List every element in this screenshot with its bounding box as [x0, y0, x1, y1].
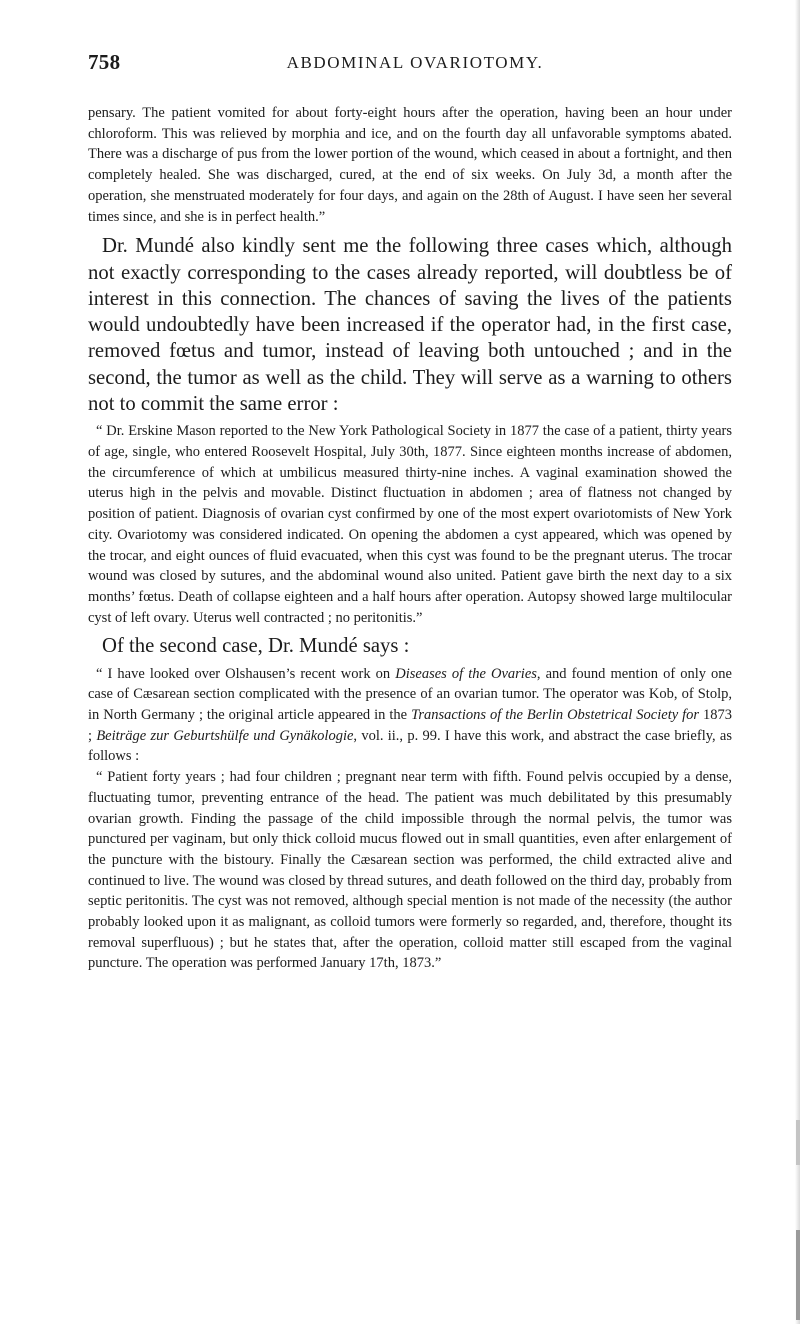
- paragraph-second-case-quote: [88, 664, 732, 768]
- paragraph-first-case-quote: “ Dr. Erskine Mason reported to the New York Pathological Society in 1877 the case of a patient, thirty years of age, single, who entered Roosevelt Hospital, July 30th, 1877. Since eighteen months increase of abdomen, the circumference of which at umbilicus measured thirty-nine inches. A vaginal examination showed the uterus high in the pelvis and movable. Distinct fluctuation in abdomen ; area of flatness not changed by position of patient. Diagnosis of ovarian cyst confirmed by one of the most expert ovariotomists of New York city. Ovariotomy was considered indicated. On opening the abdomen a cyst appeared, which was opened by the trocar, and eight ounces of fluid evacuated, when this cyst was found to be the pregnant uterus. The trocar wound was closed by sutures, and the abdominal wound also united. Patient gave birth the next day to a six months’ fœtus. Death of collapse eighteen and a half hours after operation. Autopsy showed large multilocular cyst of left ovary. Uterus well contracted ; no peritonitis.”: [88, 423, 732, 626]
- running-title: ABDOMINAL OVARIOTOMY.: [286, 53, 544, 72]
- paragraph-second-case-heading: Of the second case, Dr. Mundé says :: [102, 635, 410, 658]
- paragraph-case-continuation: pensary. The patient vomited for about forty-eight hours after the operation, having been an hour under chloroform. This was relieved by morphia and ice, and on the fourth day all unfavorable symptoms abated. There was a discharge of pus from the lower portion of the wound, which ceased in about a fortnight, and then completely healed. She was discharged, cured, at the end of six weeks. On July 3d, a month after the operation, she menstruated moderately for four days, and again on the 28th of August. I have seen her several times since, and she is in perfect health.”: [88, 105, 732, 225]
- page-number: 758: [88, 50, 121, 74]
- page-edge-mark: [796, 1120, 800, 1165]
- quote-text: , and found mention of only one case of Cæsarean section complicated with the presence of an ovarian tumor. The operator was Kob, of Stolp, in North Germany ; the original article appeared in the: [88, 665, 732, 724]
- journal-title-italic: Transactions of the Berlin Obstetrical Society for: [411, 707, 700, 724]
- quote-text: , vol. ii., p. 99. I have this work, and abstract the case briefly, as follows :: [88, 727, 733, 765]
- page: [88, 44, 732, 974]
- page-edge-mark: [796, 1230, 800, 1320]
- quote-text: “ I have looked over Olshausen’s recent work on: [96, 665, 396, 682]
- book-title-italic: Diseases of the Ovaries: [395, 665, 537, 682]
- journal-title-italic: Beiträge zur Geburtshülfe und Gynäkologie: [96, 727, 354, 744]
- paragraph-kob-case-abstract: “ Patient forty years ; had four children ; pregnant near term with fifth. Found pelvis occupied by a dense, fluctuating tumor, preventing entrance of the head. The patient was much debilitated by this presumably ovarian growth. Finding the passage of the child impossible through the normal pelvis, the tumor was punctured per vaginam, but only thick colloid mucus flowed out in small quantities, even after enlargement of the puncture with the bistoury. Finally the Cæsarean section was performed, the child extracted alive and continued to live. The wound was closed by thread sutures, and death followed on the third day, probably from septic peritonitis. The cyst was not removed, although special mention is not made of the necessity (the author probably looked upon it as malignant, as colloid tumors were formerly so regarded, and, therefore, thought its removal superfluous) ; but he states that, after the operation, colloid matter still escaped from the vaginal puncture. The operation was performed January 17th, 1873.”: [88, 769, 732, 972]
- paragraph-munde-introduction: Dr. Mundé also kindly sent me the following three cases which, although not exactly corresponding to the cases already reported, will doubtless be of interest in this connection. The chances of saving the lives of the patients would undoubtedly have been increased if the operator had, in the first case, removed fœtus and tumor, instead of leaving both untouched ; and in the second, the tumor as well as the child. They will serve as a warning to others not to commit the same error :: [88, 235, 732, 415]
- running-head: [88, 44, 732, 80]
- quote-text: 1873 ;: [88, 707, 733, 744]
